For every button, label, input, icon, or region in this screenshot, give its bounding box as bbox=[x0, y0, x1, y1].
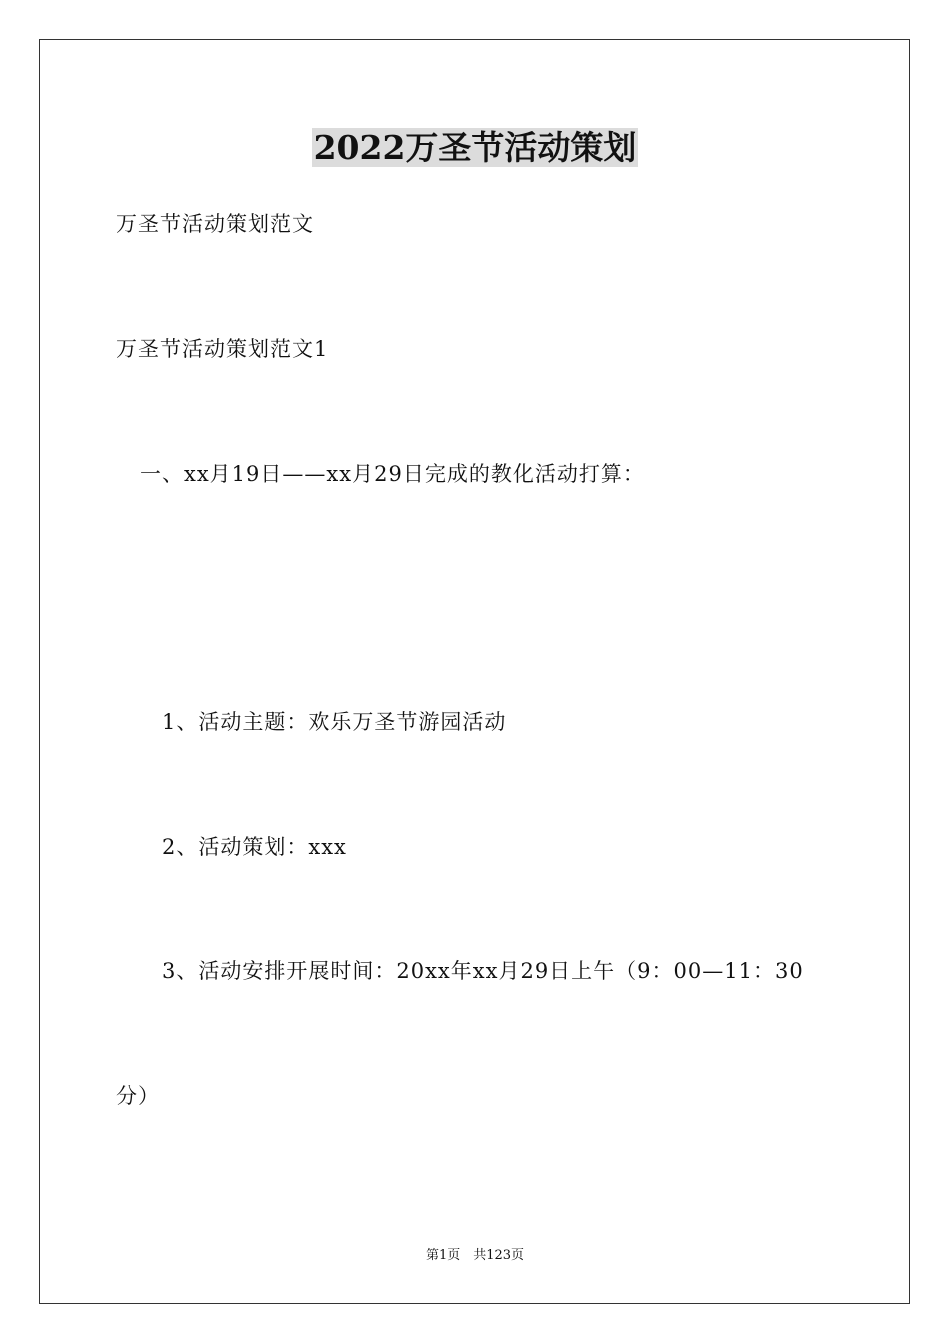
subtitle: 万圣节活动策划范文 bbox=[116, 212, 314, 236]
list-item: 1、活动主题：欢乐万圣节游园活动 bbox=[162, 710, 507, 734]
document-title-text: 2022万圣节活动策划 bbox=[313, 128, 637, 167]
page-footer: 第1页 共123页 bbox=[425, 1248, 525, 1263]
list-item: 3、活动安排开展时间：20xx年xx月29日上午（9：00—11：30 bbox=[162, 959, 804, 983]
section-heading: 万圣节活动策划范文1 bbox=[116, 337, 329, 361]
paragraph-continuation: 分） bbox=[116, 1084, 160, 1108]
document-title bbox=[0, 126, 950, 170]
paragraph-part-one: 一、xx月19日——xx月29日完成的教化活动打算： bbox=[140, 462, 645, 486]
list-item: 2、活动策划：xxx bbox=[162, 835, 347, 859]
